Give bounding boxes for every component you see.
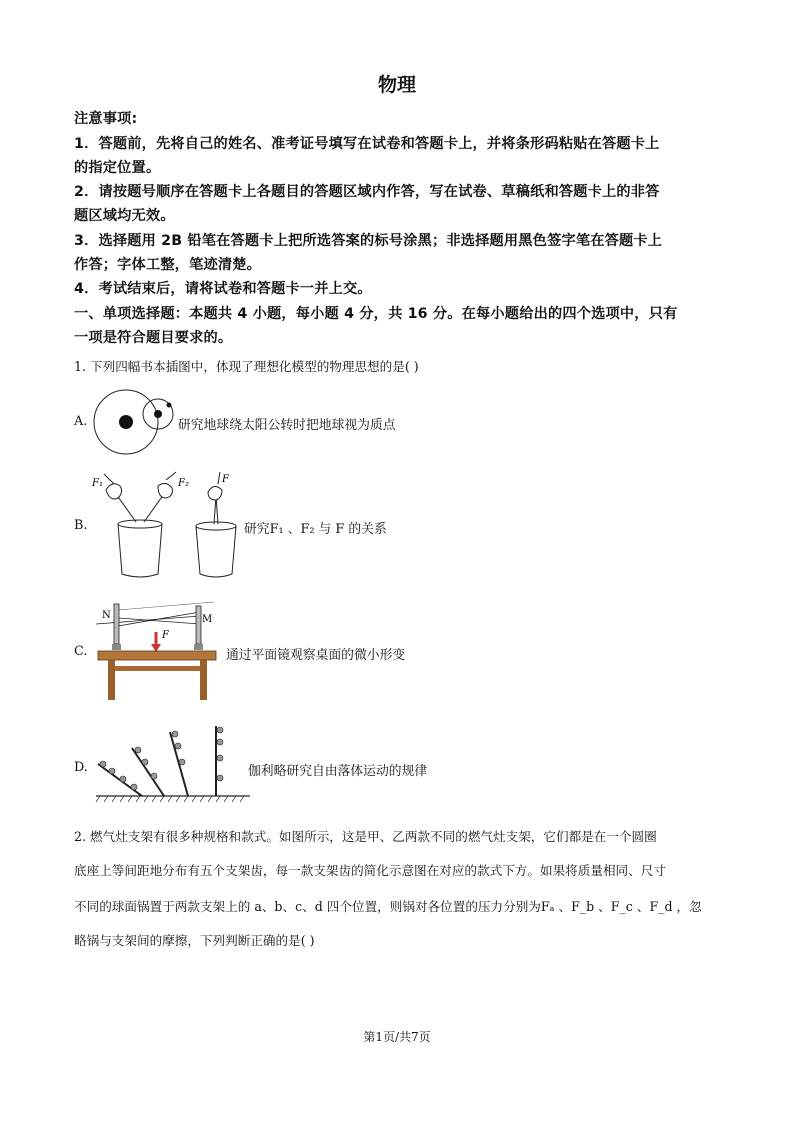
section-heading: 一、单项选择题：本题共 4 小题，每小题 4 分，共 16 分。在每小题给出的四个选项中，只有 [74, 306, 678, 322]
figure-force-buckets [92, 470, 242, 582]
option-d-letter: D. [74, 760, 88, 775]
label-f: F [222, 474, 229, 485]
page-title: 物理 [377, 74, 416, 96]
question-2-line: 不同的球面锅置于两款支架上的 a、b、c、d 四个位置，则锅对各位置的压力分别为Fₐ 、F_b 、F_c 、F_d ，忽 [74, 899, 702, 914]
label-f: F [162, 630, 169, 641]
figure-earth-orbit [92, 386, 180, 458]
table-leg [108, 660, 115, 700]
incline-3 [170, 732, 188, 796]
option-c-caption: 通过平面镜观察桌面的微小形变 [226, 648, 406, 663]
string-icon [116, 494, 136, 522]
label-f2: F₂ [178, 478, 189, 489]
page-footer: 第1页/共7页 [363, 1030, 431, 1044]
label-m: M [202, 614, 213, 625]
earth-icon [154, 410, 162, 418]
question-2-line: 底座上等间距地分布有五个支架齿，每一款支架齿的简化示意图在对应的款式下方。如果将质量相同、尺寸 [74, 863, 666, 878]
notice-line: 题区域均无效。 [74, 208, 175, 224]
notice-line: 作答；字体工整，笔迹清楚。 [74, 257, 262, 273]
string-icon [144, 494, 164, 522]
figure-inclined-planes [92, 724, 252, 804]
option-d-caption: 伽利略研究自由落体运动的规律 [248, 764, 428, 779]
section-heading: 一项是符合题目要求的。 [74, 330, 233, 346]
moon-icon [167, 403, 172, 408]
notice-line: 2．请按题号顺序在答题卡上各题目的答题区域内作答，写在试卷、草稿纸和答题卡上的非答 [74, 184, 660, 200]
hand-icon [158, 483, 172, 498]
question-2-line: 略锅与支架间的摩擦，下列判断正确的是( ) [74, 933, 315, 948]
option-c-letter: C. [74, 644, 88, 659]
label-f1: F₁ [92, 478, 103, 489]
mirror-m [196, 606, 201, 644]
bucket-icon [118, 524, 162, 577]
option-b-caption: 研究F₁ 、F₂ 与 F 的关系 [244, 522, 387, 537]
notice-line: 4．考试结束后，请将试卷和答题卡一并上交。 [74, 281, 372, 297]
table-leg [200, 660, 207, 700]
sun-icon [119, 415, 133, 429]
notice-line: 的指定位置。 [74, 160, 161, 176]
notice-heading: 注意事项: [74, 111, 138, 127]
notice-line: 3．选择题用 2B 铅笔在答题卡上把所选答案的标号涂黑；非选择题用黑色签字笔在答题卡上 [74, 233, 663, 249]
option-b-letter: B. [74, 518, 88, 533]
mirror-n [114, 604, 119, 644]
hand-icon [208, 486, 222, 500]
ball-icon [100, 727, 223, 790]
question-2-line: 2. 燃气灶支架有很多种规格和款式。如图所示，这是甲、乙两款不同的燃气灶支架，它们都是在一个圆圈 [74, 829, 657, 844]
label-n: N [102, 610, 111, 621]
option-a-caption: 研究地球绕太阳公转时把地球视为质点 [178, 418, 396, 433]
table-top [98, 651, 216, 660]
notice-line: 1．答题前，先将自己的姓名、准考证号填写在试卷和答题卡上，并将条形码粘贴在答题卡上 [74, 136, 660, 152]
incline-2 [132, 748, 164, 796]
figure-mirror-table [92, 596, 222, 706]
option-a-letter: A. [74, 414, 88, 429]
question-1-stem: 1. 下列四幅书本插图中，体现了理想化模型的物理思想的是( ) [74, 359, 419, 374]
bucket-icon [196, 526, 236, 577]
hand-icon [106, 484, 122, 499]
